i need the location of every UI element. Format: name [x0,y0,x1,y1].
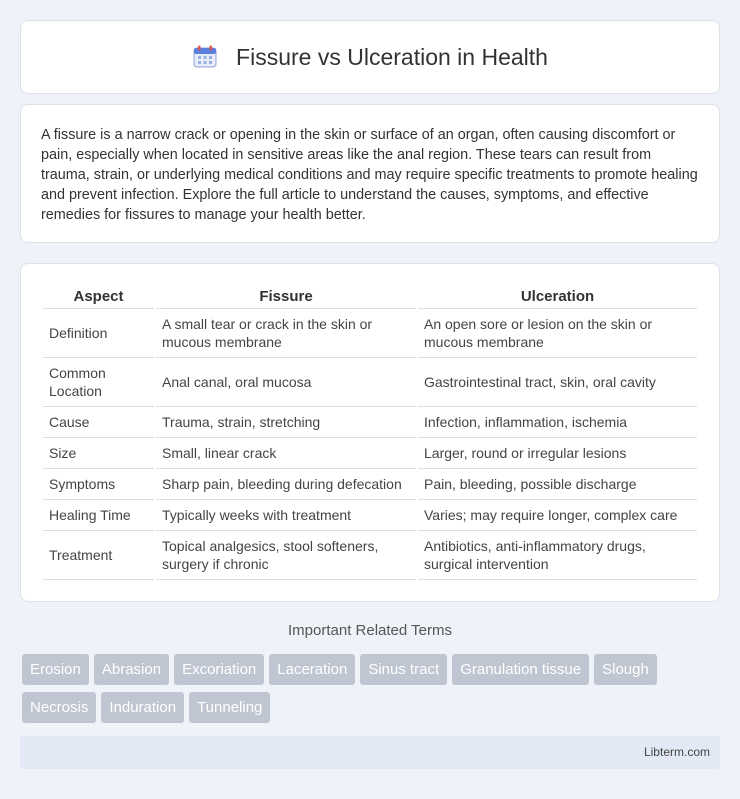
table-row [43,469,697,500]
ulceration-cell: Infection, inflammation, ischemia [418,407,697,438]
tag-tunneling[interactable]: Tunneling [189,692,270,723]
aspect-cell: Healing Time [43,500,154,531]
table-row [43,358,697,407]
title-card [20,20,720,94]
table-row [43,500,697,531]
intro-text: A fissure is a narrow crack or opening in the skin or surface of an organ, often causing discomfort or pain, especially when located in sensitive areas like the anal region. These tears can result from trauma, strain, or underlying medical conditions and may require specific treatments to promote healing and prevent infection. Explore the full article to understand the causes, symptoms, and effective remedies for fissures to manage your health better. [41,127,698,223]
ulceration-cell: Gastrointestinal tract, skin, oral cavity [418,358,697,407]
table-row [43,407,697,438]
aspect-cell: Treatment [43,531,154,580]
table-row [43,531,697,580]
fissure-cell: Sharp pain, bleeding during defecation [156,469,416,500]
ulceration-cell: Varies; may require longer, complex care [418,500,697,531]
tag-sinus-tract[interactable]: Sinus tract [360,654,447,685]
ulceration-cell: Antibiotics, anti-inflammatory drugs, surgical intervention [418,531,697,580]
fissure-cell: Topical analgesics, stool softeners, surgery if chronic [156,531,416,580]
tag-necrosis[interactable]: Necrosis [22,692,96,723]
aspect-cell: Common Location [43,358,154,407]
fissure-cell: A small tear or crack in the skin or mucous membrane [156,309,416,358]
header-ulceration: Ulceration [418,282,697,309]
fissure-cell: Trauma, strain, stretching [156,407,416,438]
related-terms-title: Important Related Terms [288,622,452,639]
header-fissure: Fissure [156,282,416,309]
tag-erosion[interactable]: Erosion [22,654,89,685]
fissure-cell: Typically weeks with treatment [156,500,416,531]
ulceration-cell: Larger, round or irregular lesions [418,438,697,469]
tag-excoriation[interactable]: Excoriation [174,654,264,685]
ulceration-cell: Pain, bleeding, possible discharge [418,469,697,500]
fissure-cell: Anal canal, oral mucosa [156,358,416,407]
aspect-cell: Cause [43,407,154,438]
related-terms-tags [22,654,722,730]
aspect-cell: Definition [43,309,154,358]
ulceration-cell: An open sore or lesion on the skin or mucous membrane [418,309,697,358]
tag-laceration[interactable]: Laceration [269,654,355,685]
aspect-cell: Symptoms [43,469,154,500]
calendar-icon [192,45,218,69]
table-row [43,309,697,358]
comparison-table-card [20,263,720,602]
footer [20,736,720,769]
header-aspect: Aspect [43,282,154,309]
table-row [43,438,697,469]
tag-slough[interactable]: Slough [594,654,657,685]
table-header-row [43,282,697,309]
footer-brand[interactable]: Libterm.com [643,745,710,759]
page-title: Fissure vs Ulceration in Health [236,43,548,70]
fissure-cell: Small, linear crack [156,438,416,469]
intro-card [20,104,720,243]
tag-granulation-tissue[interactable]: Granulation tissue [452,654,589,685]
aspect-cell: Size [43,438,154,469]
comparison-table [41,282,699,580]
tag-induration[interactable]: Induration [101,692,184,723]
tag-abrasion[interactable]: Abrasion [94,654,169,685]
